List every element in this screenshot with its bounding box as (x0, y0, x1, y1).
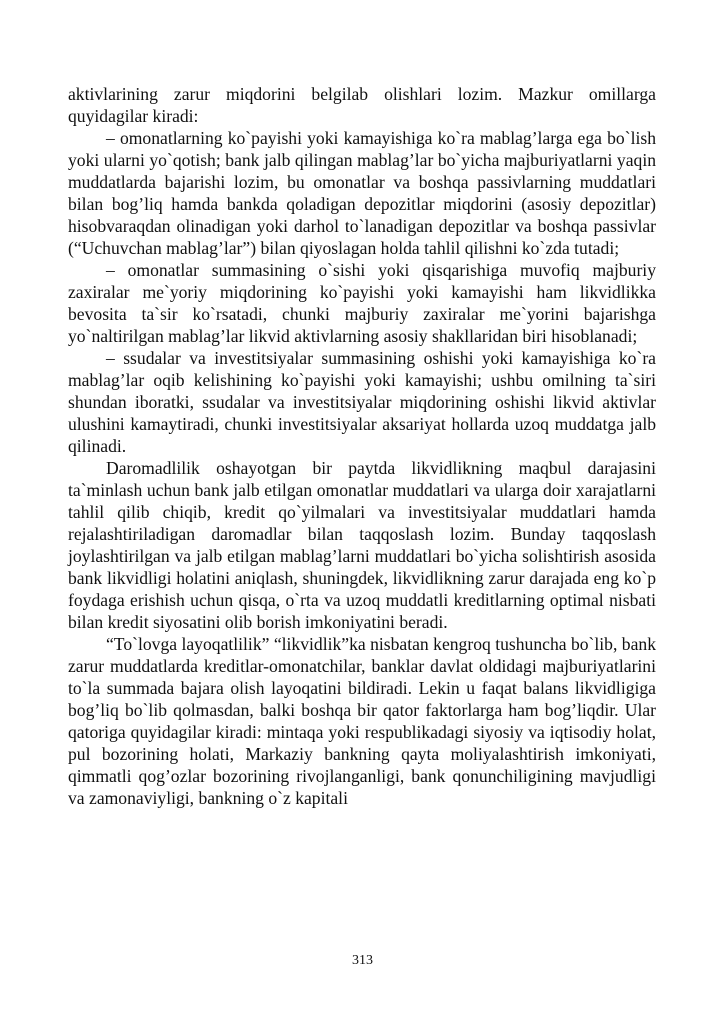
list-item-loans-investments: – ssudalar va investitsiyalar summasining oshishi yoki kamayishiga ko`ra mablag’lar oqib kelishining ko`payishi yoki kamayishi; ushbu omilning ta`siri shundan iboratki, ssudalar va investitsiyalar miqdorining oshishi likvid aktivlar ulushini kamaytiradi, chunki investitsiyalar aksariyat hollarda uzoq muddatga jalb qilinadi. (68, 348, 656, 456)
list-item-deposits: – omonatlarning ko`payishi yoki kamayishiga ko`ra mablag’larga ega bo`lish yoki ularni yo`qotish; bank jalb qilingan mablag’lar bo`yicha majburiyatlarni yaqin muddatlarda bajarishi lozim, bu omonatlar va boshqa passivlarning muddatlari bilan bog’liq hamda bankda qoladigan depozitlar miqdorini (asosiy depozitlar) hisobvaraqdan olinadigan yoki darhol to`lanadigan depozitlar va boshqa passivlar (“Uchuvchan mablag’lar”) bilan qiyoslagan holda tahlil qilishni ko`zda tutadi; (68, 128, 656, 258)
paragraph-profitability: Daromadlilik oshayotgan bir paytda likvidlikning maqbul darajasini ta`minlash uchun bank jalb etilgan omonatlar muddatlari va ularga doir xarajatlarni tahlil qilib chiqib, kredit qo`yilmalari va investitsiyalar muddatlari hamda rejalashtiriladigan daromadlar bilan taqqoslash lozim. Bunday taqqoslash joylashtirilgan va jalb etilgan mablag’larni muddatlari bo`yicha solishtirish asosida bank likvidligi holatini aniqlash, shuningdek, likvidlikning zarur darajada eng ko`p foydaga erishish uchun qisqa, o`rta va uzoq muddatli kreditlarning optimal nisbati bilan kredit siyosatini olib borish imkoniyatini beradi. (68, 458, 656, 632)
list-item-reserves: – omonatlar summasining o`sishi yoki qisqarishiga muvofiq majburiy zaxiralar me`yoriy miqdorining ko`payishi yoki kamayishi ham likvidlikka bevosita ta`sir ko`rsatadi, chunki majburiy zaxiralar me`yorini bajarishga yo`naltirilgan mablag’lar likvid aktivlarning asosiy shakllaridan biri hisoblanadi; (68, 260, 656, 346)
paragraph-continuation: aktivlarining zarur miqdorini belgilab olishlari lozim. Mazkur omillarga quyidagilar kiradi: (68, 84, 656, 126)
paragraph-solvency: “To`lovga layoqatlilik” “likvidlik”ka nisbatan kengroq tushuncha bo`lib, bank zarur muddatlarda kreditlar-omonatchilar, banklar davlat oldidagi majburiyatlarini to`la summada bajara olish layoqatini bildiradi. Lekin u faqat balans likvidligiga bog’liq bo`lib qolmasdan, balki boshqa bir qator faktorlarga ham bog’liqdir. Ular qatoriga quyidagilar kiradi: mintaqa yoki respublikadagi siyosiy va iqtisodiy holat, pul bozorining holati, Markaziy bankning qayta moliyalashtirish imkoniyati, qimmatli qog’ozlar bozorining rivojlanganligi, bank qonunchiligining mavjudligi va zamonaviyligi, bankning o`z kapitali (68, 634, 656, 808)
page-number: 313 (352, 953, 373, 968)
document-page (68, 83, 656, 809)
